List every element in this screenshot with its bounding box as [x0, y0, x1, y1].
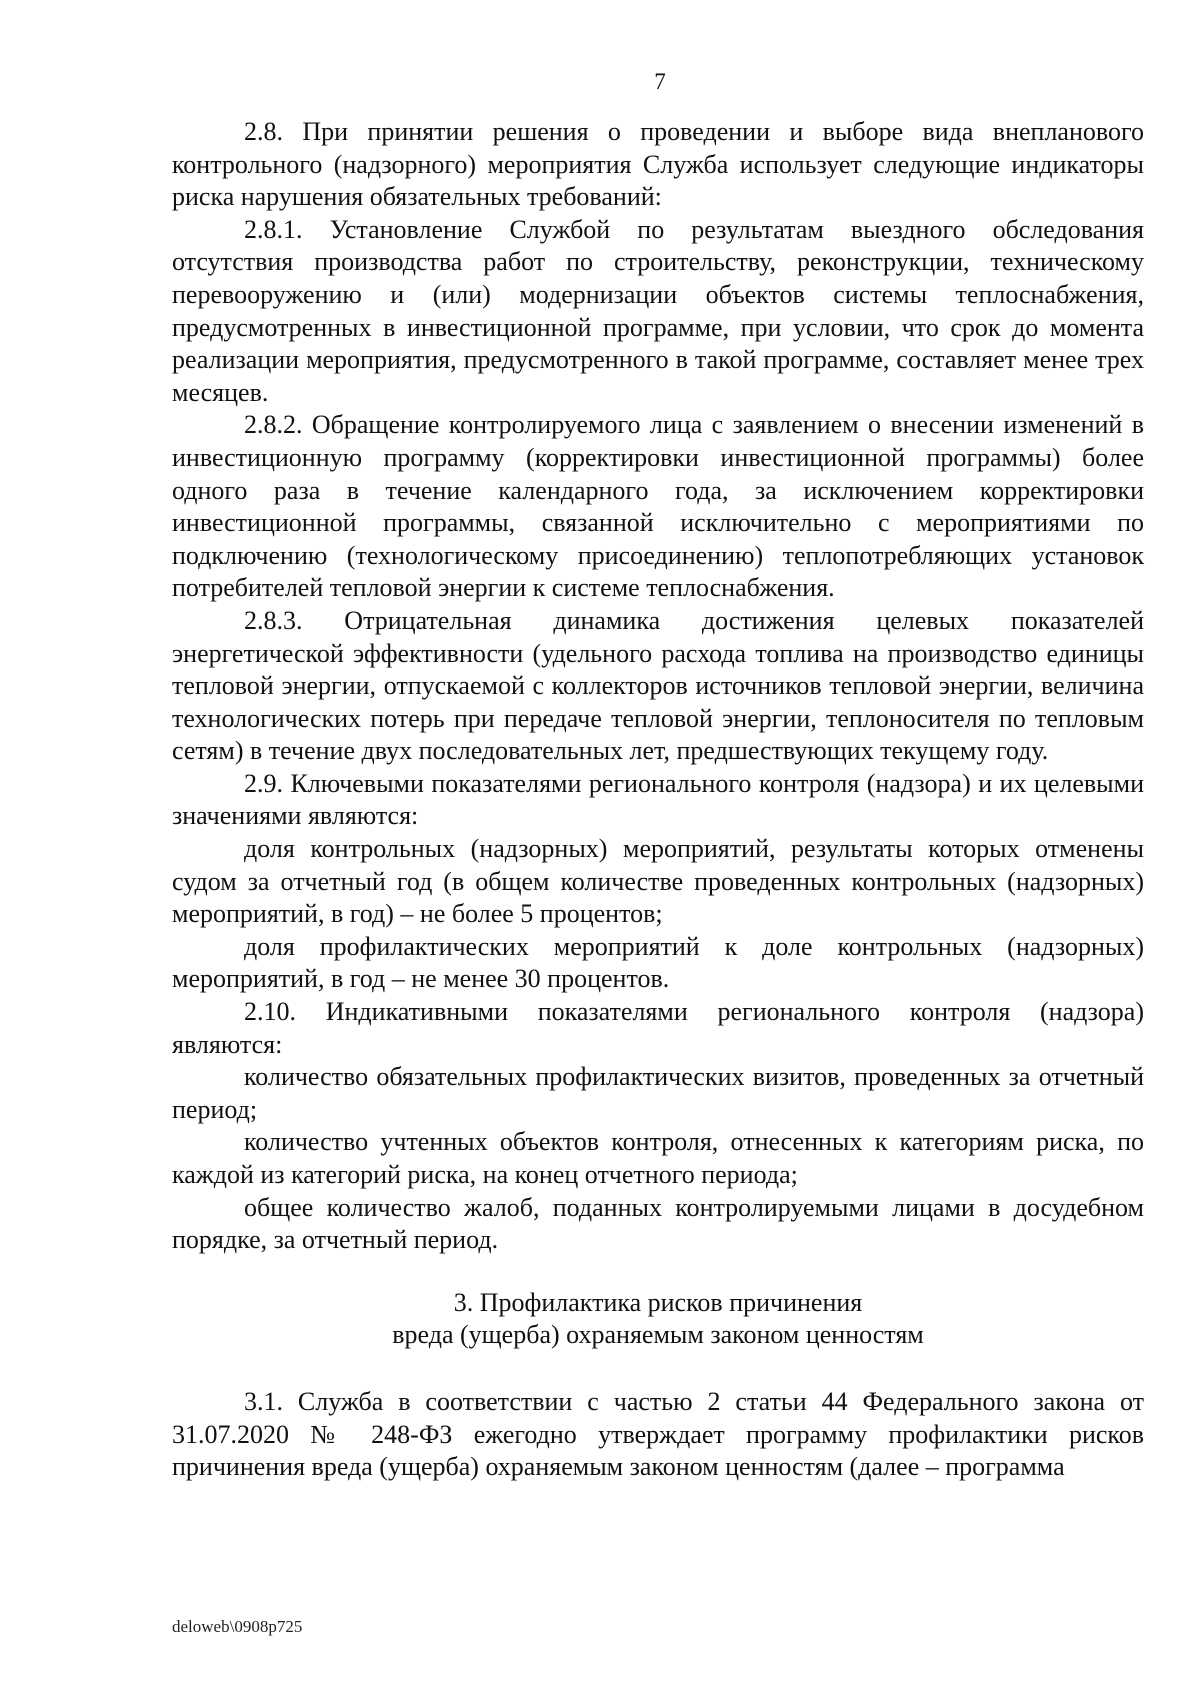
paragraph-2-8-2: 2.8.2. Обращение контролируемого лица с заявлением о внесении изменений в инвестиционную программу (корректировки инвестиционной программы) более одного раза в течение календарного года, за исключением корректировки инвестиционной программы, связанной исключительно с мероприятиями по подключению (технологическому присоединению) теплопотребляющих установок потребителей тепловой энергии к системе теплоснабжения. — [172, 410, 1144, 603]
paragraph-2-8-3: 2.8.3. Отрицательная динамика достижения целевых показателей энергетической эффективности (удельного расхода топлива на производство единицы тепловой энергии, отпускаемой с коллекторов источников тепловой энергии, величина технологических потерь при передаче тепловой энергии, теплоносителя по тепловым сетям) в течение двух последовательных лет, предшествующих текущему году. — [172, 605, 1144, 766]
section-3-heading-line-2: вреда (ущерба) охраняемым законом ценностям — [392, 1320, 924, 1350]
paragraph-2-10-item-2: количество учтенных объектов контроля, отнесенных к категориям риска, по каждой из категорий риска, на конец отчетного периода; — [172, 1127, 1144, 1189]
paragraph-2-10-item-1: количество обязательных профилактических визитов, проведенных за отчетный период; — [172, 1062, 1144, 1124]
paragraph-2-9: 2.9. Ключевыми показателями регионального контроля (надзора) и их целевыми значениями являются: — [172, 768, 1144, 831]
paragraph-2-10: 2.10. Индикативными показателями регионального контроля (надзора) являются: — [172, 997, 1144, 1059]
paragraph-2-8-1: 2.8.1. Установление Службой по результатам выездного обследования отсутствия производства работ по строительству, реконструкции, техническому перевооружению и (или) модернизации объектов системы теплоснабжения, предусмотренных в инвестиционной программе, при условии, что срок до момента реализации мероприятия, предусмотренного в такой программе, составляет менее трех месяцев. — [172, 214, 1144, 407]
section-3-heading — [172, 1287, 1144, 1352]
paragraph-2-8: 2.8. При принятии решения о проведении и выборе вида внепланового контрольного (надзорного) мероприятия Служба использует следующие индикаторы риска нарушения обязательных требований: — [172, 117, 1144, 212]
paragraph-2-9-item-2: доля профилактических мероприятий к доле контрольных (надзорных) мероприятий, в год – не менее 30 процентов. — [172, 931, 1144, 994]
document-body — [172, 116, 1144, 1484]
paragraph-3-1: 3.1. Служба в соответствии с частью 2 статьи 44 Федерального закона от 31.07.2020 № 248-ФЗ ежегодно утверждает программу профилактики рисков причинения вреда (ущерба) охраняемым законом ценностям (далее – программа — [172, 1386, 1144, 1482]
page-number: 7 — [654, 69, 666, 94]
paragraph-2-10-item-3: общее количество жалоб, поданных контролируемыми лицами в досудебном порядке, за отчетный период. — [172, 1192, 1144, 1255]
paragraph-2-9-item-1: доля контрольных (надзорных) мероприятий, результаты которых отменены судом за отчетный год (в общем количестве проведенных контрольных (надзорных) мероприятий, в год) – не более 5 процентов; — [172, 834, 1144, 929]
document-footer-code: deloweb\0908p725 — [172, 1617, 303, 1636]
section-3-heading-line-1: 3. Профилактика рисков причинения — [453, 1287, 863, 1317]
